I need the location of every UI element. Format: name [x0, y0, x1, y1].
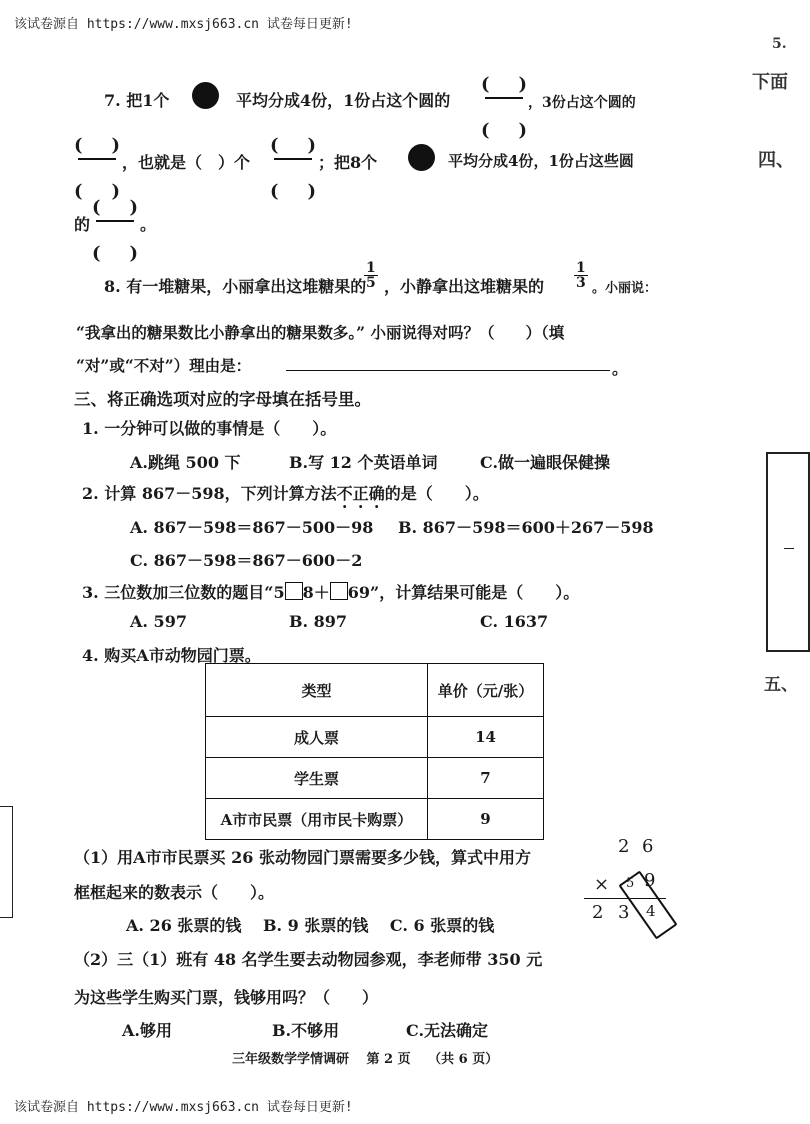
section3-title: 三、将正确选项对应的字母填在括号里。 [74, 390, 371, 409]
table-cell-type: 成人票 [206, 717, 428, 758]
s3q4-sub1-line1: （1）用A市市民票买 26 张动物园门票需要多少钱，算式中用方 [74, 848, 531, 867]
black-circle-icon-2 [408, 144, 435, 171]
s3q4-sub2-option-b[interactable]: B.不够用 [272, 1021, 340, 1040]
q7-line2-end: 平均分成4份，1份占这些圆 [448, 152, 634, 170]
q8-line1-end: 。小丽说： [592, 281, 658, 296]
mult-digit-4: 4 [646, 902, 656, 920]
s3q4-stem: 4. 购买A市动物园门票。 [82, 646, 261, 665]
q7-line3-end: 。 [140, 215, 157, 234]
q7-fraction-blank-2[interactable]: ( ) ( ) [74, 135, 120, 202]
black-circle-icon [192, 82, 219, 109]
mult-times-sign: × [594, 874, 610, 895]
watermark-top: 该试卷源自 https://www.mxsj663.cn 试卷每日更新! [14, 17, 353, 32]
q7-fraction-blank-1[interactable]: ( ) ( ) [481, 74, 527, 141]
digit-box-2 [330, 582, 348, 600]
mult-top-digit-6: 6 [642, 836, 654, 857]
left-binding-strip [0, 806, 13, 918]
right-edge-section4: 四、 [758, 150, 794, 171]
s3q1-option-c[interactable]: C.做一遍眼保健操 [480, 453, 611, 472]
s3q2-option-b[interactable]: B. 867－598＝600＋267－598 [398, 518, 654, 537]
table-row [206, 799, 544, 840]
mult-digit-5: 5 [626, 876, 635, 891]
s3q2-stem: 2. 计算 867－598，下列计算方法不正确的是（ ）。 [82, 484, 489, 503]
q8-line1-mid: ，小静拿出这堆糖果的 [384, 277, 545, 296]
table-cell-price: 14 [428, 717, 544, 758]
q7-line2-mid: ；把8个 [318, 153, 378, 172]
right-edge-tick [784, 548, 794, 549]
q8-line1-start: 8. 有一堆糖果，小丽拿出这堆糖果的 [104, 277, 367, 296]
mult-result-digit-2: 2 [592, 902, 604, 923]
q7-line3-start: 的 [74, 215, 91, 234]
table-header-row [206, 664, 544, 717]
s3q4-sub2-option-c[interactable]: C.无法确定 [406, 1021, 489, 1040]
mult-top-digit-2: 2 [618, 836, 630, 857]
right-edge-text: 下面 [752, 72, 788, 93]
s3q4-sub1-options[interactable]: A. 26 张票的钱 B. 9 张票的钱 C. 6 张票的钱 [126, 916, 495, 935]
q8-fraction-1-5: $\frac{1}{5}$ [366, 260, 376, 291]
right-edge-q5: 5. [772, 36, 787, 52]
digit-box-1 [285, 582, 303, 600]
s3q1-option-a[interactable]: A.跳绳 500 下 [130, 453, 241, 472]
q7-line1-start: 7. 把1个 [104, 91, 170, 110]
s3q4-sub2-line2: 为这些学生购买门票，钱够用吗？（ ） [74, 988, 379, 1007]
s3q3-stem: 3. 三位数加三位数的题目“5 8＋ 69”，计算结果可能是（ ）。 [82, 583, 580, 602]
table-header-price: 单价（元/张） [428, 664, 544, 717]
q7-line1-mid: 平均分成4份，1份占这个圆的 [236, 91, 451, 110]
table-row [206, 717, 544, 758]
mult-result-digit-3: 3 [618, 902, 630, 923]
table-cell-price: 9 [428, 799, 544, 840]
table-row [206, 758, 544, 799]
watermark-bottom: 该试卷源自 https://www.mxsj663.cn 试卷每日更新! [14, 1100, 353, 1115]
q8-fraction-1-3: $\frac{1}{3}$ [576, 260, 586, 291]
table-header-type: 类型 [206, 664, 428, 717]
s3q3-option-c[interactable]: C. 1637 [480, 612, 549, 631]
s3q3-option-a[interactable]: A. 597 [130, 612, 187, 631]
table-cell-type: 学生票 [206, 758, 428, 799]
s3q4-sub2-line1: （2）三（1）班有 48 名学生要去动物园参观，李老师带 350 元 [74, 950, 543, 969]
q8-line3-end: 。 [612, 359, 629, 378]
q8-reason-answer-line[interactable] [286, 370, 610, 371]
q7-line1-end: ，3份占这个圆的 [528, 95, 636, 111]
mult-digit-9: 9 [644, 870, 656, 891]
s3q4-sub2-option-a[interactable]: A.够用 [122, 1021, 172, 1040]
s3q4-sub1-line2: 框框起来的数表示（ ）。 [74, 883, 275, 902]
s3q1-stem: 1. 一分钟可以做的事情是（ ）。 [82, 419, 337, 438]
s3q2-option-c[interactable]: C. 867－598＝867－600－2 [130, 551, 363, 570]
vertical-multiplication-figure [580, 830, 690, 930]
right-edge-box [766, 452, 810, 652]
q7-fraction-blank-4[interactable]: ( ) ( ) [92, 197, 138, 264]
s3q2-option-a[interactable]: A. 867－598＝867－500－98 [130, 518, 374, 537]
page-footer: 三年级数学学情调研 第 2 页 （共 6 页） [232, 1052, 499, 1067]
table-cell-type: A市市民票（用市民卡购票） [206, 799, 428, 840]
q8-line2: “我拿出的糖果数比小静拿出的糖果数多。” 小丽说得对吗？（ ）（填 [76, 323, 565, 342]
s3q1-option-b[interactable]: B.写 12 个英语单词 [289, 453, 438, 472]
s3q3-option-b[interactable]: B. 897 [289, 612, 348, 631]
q7-line2-start: ，也就是（ ）个 [122, 153, 251, 172]
q7-fraction-blank-3[interactable]: ( ) ( ) [270, 135, 316, 202]
ticket-price-table [205, 663, 544, 840]
q8-line3: “对”或“不对”）理由是： [76, 356, 252, 375]
table-cell-price: 7 [428, 758, 544, 799]
right-edge-section5: 五、 [764, 675, 798, 695]
